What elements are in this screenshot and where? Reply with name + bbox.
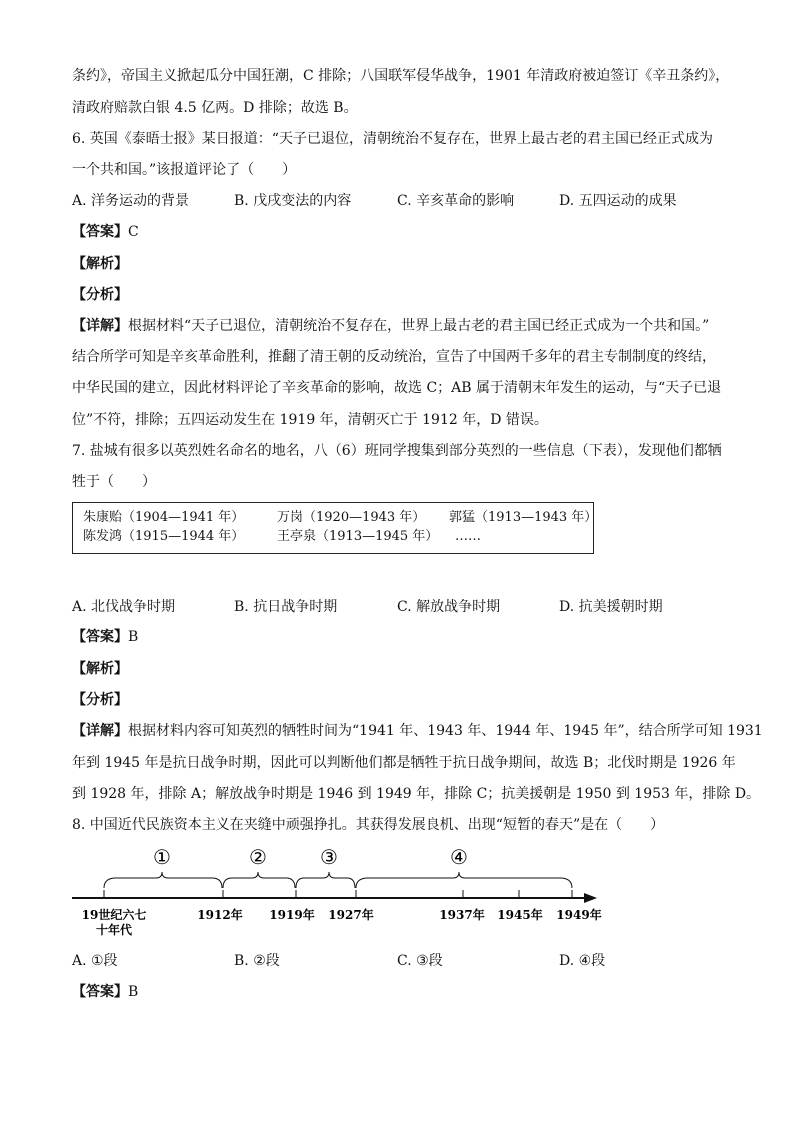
table-cell: …… [455,529,481,544]
detail-tag: 【详解】 [72,723,128,739]
table-cell: 朱康贻（1904—1941 年） [83,510,245,525]
fenxi-tag: 【分析】 [72,692,128,708]
answer-line [72,982,138,1002]
answer-tag: 【答案】 [72,984,128,1000]
table-cell: 郭猛（1913—1943 年） [449,510,598,525]
detail-text: 结合所学可知是辛亥革命胜利，推翻了清王朝的反动统治，宣告了中国两千多年的君主专制制度的终结， [72,349,716,365]
option-a: A. 北伐战争时期 [72,599,176,615]
option-b: B. 戊戌变法的内容 [234,193,352,209]
arrow-head-icon [584,893,597,903]
question-7-options [72,597,732,617]
segment-label-2: ② [249,845,267,869]
question-8-stem: 8. 中国近代民族资本主义在夹缝中顽强挣扎。其获得发展良机、出现“短暂的春天”是在（ ） [72,817,665,833]
year-label: 1912年 [197,908,243,922]
question-7-stem: 7. 盐城有很多以英烈姓名命名的地名，八（6）班同学搜集到部分英烈的一些信息（下表），发现他们都牺 [72,443,722,459]
martyrs-table [72,502,598,554]
option-d: D. ④段 [559,953,606,969]
fenxi-tag: 【分析】 [72,287,128,303]
year-label: 1949年 [556,908,602,922]
question-8-options [72,951,732,971]
option-d: D. 抗美援朝时期 [559,599,663,615]
question-6-options [72,191,732,211]
option-a: A. ①段 [72,953,118,969]
year-label: 1919年 [269,908,315,922]
answer-tag: 【答案】 [72,224,128,240]
analysis-tag: 【解析】 [72,256,128,272]
year-label: 1945年 [497,908,543,922]
segment-label-4: ④ [450,845,468,869]
text-line: 清政府赔款白银 4.5 亿两。D 排除；故选 B。 [72,100,358,116]
brace-3 [296,872,355,888]
detail-tag: 【详解】 [72,318,128,334]
history-timeline [72,840,612,940]
timeline-svg [72,840,612,940]
text-line: 条约》，帝国主义掀起瓜分中国狂潮，C 排除；八国联军侵华战争，1901 年清政府被迫签订《辛丑条约》， [72,68,730,84]
question-6-stem: 一个共和国。”该报道评论了（ ） [72,162,297,178]
table-cell: 万岗（1920—1943 年） [277,510,426,525]
question-7-stem: 牲于（ ） [72,474,156,490]
segment-label-1: ① [153,845,171,869]
start-label: 十年代 [95,923,133,937]
answer-line [72,627,138,647]
detail-text: 根据材料“天子已退位，清朝统治不复存在，世界上最古老的君主国已经正式成为一个共和国。” [128,318,710,334]
option-c: C. 解放战争时期 [397,599,501,615]
answer-value: C [128,224,139,240]
analysis-tag: 【解析】 [72,661,128,677]
answer-value: B [128,629,139,645]
brace-2 [223,872,295,888]
detail-text: 到 1928 年，排除 A；解放战争时期是 1946 到 1949 年，排除 C；抗美援朝是 1950 到 1953 年，排除 D。 [72,786,761,802]
question-6-stem: 6. 英国《泰晤士报》某日报道：“天子已退位，清朝统治不复存在，世界上最古老的君主国已经正式成为 [72,131,713,147]
table-cell: 王亭泉（1913—1945 年） [277,529,439,544]
option-c: C. ③段 [397,953,443,969]
table-cell: 陈发鸿（1915—1944 年） [83,529,245,544]
start-label: 19世纪六七 [81,908,147,922]
year-label: 1927年 [328,908,374,922]
option-b: B. ②段 [234,953,280,969]
option-d: D. 五四运动的成果 [559,193,677,209]
detail-text: 根据材料内容可知英烈的牺牲时间为“1941 年、1943 年、1944 年、1945 年”，结合所学可知 1931 [128,723,763,739]
answer-tag: 【答案】 [72,629,128,645]
year-label: 1937年 [439,908,485,922]
detail-text: 位”不符，排除；五四运动发生在 1919 年，清朝灭亡于 1912 年，D 错误。 [72,412,548,428]
brace-4 [356,872,572,888]
option-b: B. 抗日战争时期 [234,599,338,615]
option-c: C. 辛亥革命的影响 [397,193,515,209]
segment-label-3: ③ [320,845,338,869]
brace-1 [104,872,222,888]
option-a: A. 洋务运动的背景 [72,193,190,209]
detail-text: 中华民国的建立，因此材料评论了辛亥革命的影响，故选 C；AB 属于清朝末年发生的运动，与“天子已退 [72,380,722,396]
detail-text: 年到 1945 年是抗日战争时期，因此可以判断他们都是牺牲于抗日战争期间，故选 B；北伐时期是 1926 年 [72,755,736,771]
detail-line [72,721,763,741]
answer-line [72,222,139,242]
detail-line [72,316,709,336]
answer-value: B [128,984,139,1000]
